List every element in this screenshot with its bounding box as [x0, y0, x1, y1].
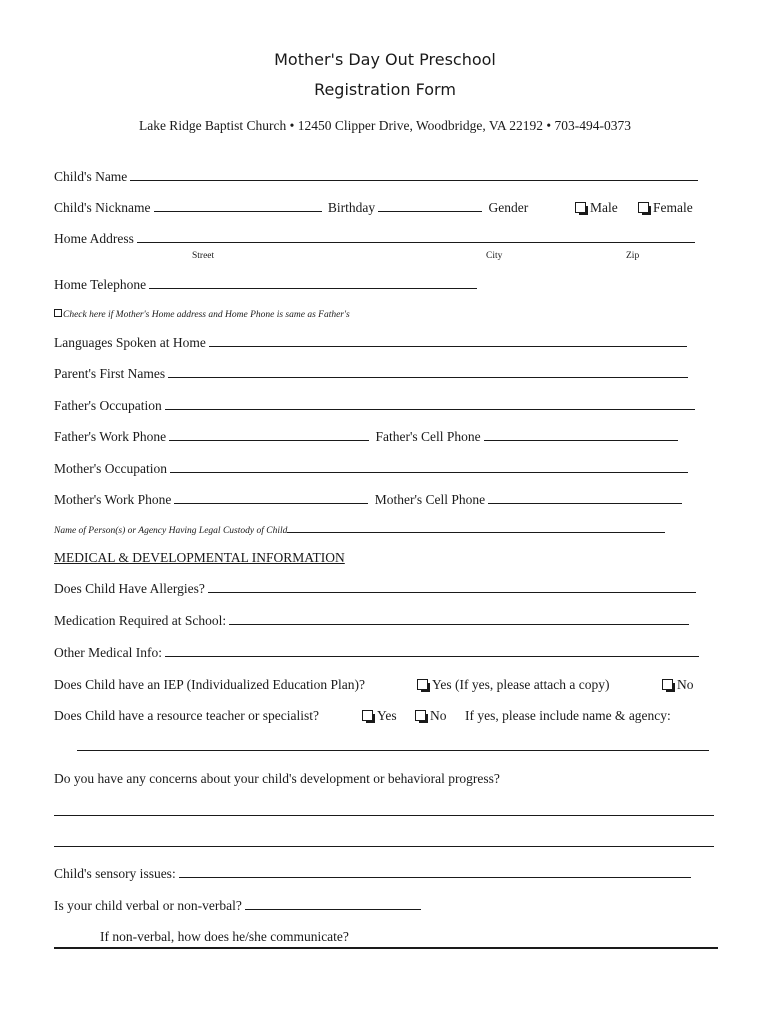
male-checkbox[interactable] [575, 202, 586, 213]
resource-no-label: No [430, 708, 447, 723]
mother-work-phone-label: Mother's Work Phone [54, 492, 172, 507]
home-address-field[interactable] [137, 231, 695, 243]
other-medical-row [54, 645, 702, 661]
mother-work-phone-field[interactable] [174, 492, 368, 504]
allergies-row [54, 581, 699, 597]
father-cell-phone-field[interactable] [484, 429, 678, 441]
father-cell-phone-label: Father's Cell Phone [375, 429, 481, 444]
iep-yes-label: Yes (If yes, please attach a copy) [432, 677, 610, 692]
verbal-field[interactable] [245, 898, 421, 910]
medication-label: Medication Required at School: [54, 613, 227, 628]
page-bottom-rule [54, 947, 718, 949]
sensory-row [54, 866, 694, 882]
iep-no-checkbox[interactable] [662, 679, 673, 690]
concerns-question: Do you have any concerns about your child's development or behavioral progress? [54, 771, 500, 786]
father-phones-row [54, 429, 681, 445]
sensory-label: Child's sensory issues: [54, 866, 176, 881]
mother-occupation-row [54, 461, 691, 477]
male-label: Male [590, 200, 618, 215]
resource-no-option[interactable] [415, 708, 447, 724]
birthday-field[interactable] [378, 200, 482, 212]
home-telephone-row [54, 277, 480, 293]
iep-question: Does Child have an IEP (Individualized Education Plan)? [54, 677, 366, 692]
other-medical-field[interactable] [165, 645, 699, 657]
home-address-label: Home Address [54, 231, 134, 246]
resource-yes-checkbox[interactable] [362, 710, 373, 721]
home-telephone-field[interactable] [149, 277, 477, 289]
resource-agency-field[interactable] [77, 739, 709, 751]
gender-female-option[interactable] [638, 200, 693, 216]
home-telephone-label: Home Telephone [54, 277, 147, 292]
mother-occupation-label: Mother's Occupation [54, 461, 168, 476]
nonverbal-communicate-question: If non-verbal, how does he/she communicate? [100, 929, 349, 944]
medication-row [54, 613, 692, 629]
father-occupation-row [54, 398, 698, 414]
home-address-row [54, 231, 698, 247]
legal-custody-label: Name of Person(s) or Agency Having Legal Custody of Child [54, 526, 288, 536]
street-caption: Street [192, 251, 215, 261]
child-name-field[interactable] [130, 169, 698, 181]
legal-custody-row [54, 524, 668, 536]
resource-note: If yes, please include name & agency: [465, 708, 671, 723]
verbal-label: Is your child verbal or non-verbal? [54, 898, 242, 913]
iep-no-option[interactable] [662, 677, 694, 693]
parent-first-names-field[interactable] [168, 366, 688, 378]
legal-custody-field[interactable] [287, 524, 665, 533]
concerns-field-line2[interactable] [54, 835, 714, 847]
iep-yes-option[interactable] [417, 677, 609, 693]
languages-field[interactable] [209, 335, 687, 347]
parent-first-names-label: Parent's First Names [54, 366, 166, 381]
child-name-label: Child's Name [54, 169, 128, 184]
female-label: Female [653, 200, 693, 215]
same-as-father-label: Check here if Mother's Home address and Home Phone is same as Father's [63, 310, 350, 320]
resource-yes-label: Yes [377, 708, 397, 723]
mother-cell-phone-field[interactable] [488, 492, 682, 504]
allergies-field[interactable] [208, 581, 696, 593]
form-title-line1: Mother's Day Out Preschool [274, 50, 496, 69]
child-nickname-label: Child's Nickname [54, 200, 151, 215]
mother-phones-row [54, 492, 685, 508]
verbal-row [54, 898, 424, 914]
resource-no-checkbox[interactable] [415, 710, 426, 721]
mother-cell-phone-label: Mother's Cell Phone [374, 492, 486, 507]
languages-label: Languages Spoken at Home [54, 335, 206, 350]
sensory-field[interactable] [179, 866, 691, 878]
church-address: Lake Ridge Baptist Church • 12450 Clipper Drive, Woodbridge, VA 22192 • 703-494-0373 [138, 118, 632, 133]
medication-field[interactable] [229, 613, 689, 625]
same-as-father-option[interactable] [54, 309, 350, 320]
parent-names-row [54, 366, 691, 382]
gender-male-option[interactable] [575, 200, 618, 216]
same-as-father-checkbox[interactable] [54, 309, 62, 317]
nickname-row [54, 200, 528, 216]
father-work-phone-label: Father's Work Phone [54, 429, 167, 444]
father-occupation-label: Father's Occupation [54, 398, 162, 413]
resource-question: Does Child have a resource teacher or specialist? [54, 708, 320, 723]
gender-label: Gender [488, 200, 529, 215]
father-work-phone-field[interactable] [169, 429, 369, 441]
allergies-label: Does Child Have Allergies? [54, 581, 205, 596]
child-name-row [54, 169, 701, 185]
medical-section-title: MEDICAL & DEVELOPMENTAL INFORMATION [54, 550, 345, 565]
birthday-label: Birthday [327, 200, 376, 215]
mother-occupation-field[interactable] [170, 461, 688, 473]
city-caption: City [486, 251, 503, 261]
iep-yes-checkbox[interactable] [417, 679, 428, 690]
concerns-field-line1[interactable] [54, 804, 714, 816]
iep-no-label: No [677, 677, 694, 692]
father-occupation-field[interactable] [165, 398, 695, 410]
form-title-line2: Registration Form [314, 80, 456, 99]
female-checkbox[interactable] [638, 202, 649, 213]
child-nickname-field[interactable] [154, 200, 322, 212]
languages-row [54, 335, 690, 351]
resource-yes-option[interactable] [362, 708, 397, 724]
zip-caption: Zip [626, 251, 640, 261]
other-medical-label: Other Medical Info: [54, 645, 162, 660]
